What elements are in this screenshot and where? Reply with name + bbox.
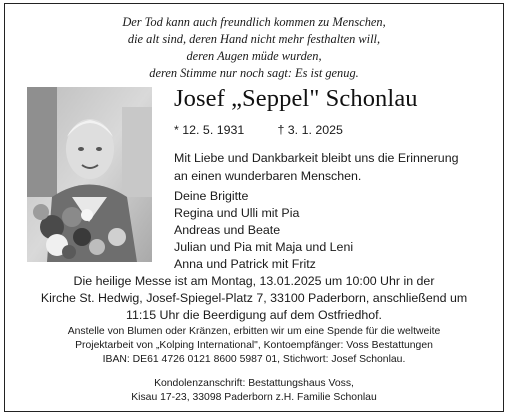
mourner: Anna und Patrick mit Fritz [174,257,316,271]
mourners-list [174,188,353,273]
mass-line: 11:15 Uhr die Beerdigung auf dem Ostfriedhof. [126,308,382,322]
portrait-illustration [27,87,152,262]
donation-line: Projektarbeit von „Kolping International", Kontoempfänger: Voss Bestattungen [75,340,433,351]
birth-date: * 12. 5. 1931 [174,123,245,137]
verse-line: deren Stimme nur noch sagt: Es ist genug. [149,66,359,80]
mourner: Regina und Ulli mit Pia [174,206,300,220]
mourner: Andreas und Beate [174,223,281,237]
donation-request [5,325,503,367]
donation-line: Anstelle von Blumen oder Kränzen, erbitten wir um eine Spende für die weltweite [67,326,441,337]
mass-line: Kirche St. Hedwig, Josef-Spiegel-Platz 7, 33100 Paderborn, anschließend um [40,291,468,305]
gratitude-text [174,149,458,185]
deceased-name: Josef „Seppel" Schonlau [174,85,418,112]
condolence-line: Kisau 17-23, 33098 Paderborn z.H. Familie Schonlau [131,392,377,403]
portrait-photo [27,87,152,262]
mass-line: Die heilige Messe ist am Montag, 13.01.2025 um 10:00 Uhr in der [73,274,435,288]
death-date: † 3. 1. 2025 [277,123,343,137]
mourner: Deine Brigitte [174,189,249,203]
gratitude-line: Mit Liebe und Dankbarkeit bleibt uns die Erinnerung [174,151,459,165]
verse-line: Der Tod kann auch freundlich kommen zu Menschen, [122,15,386,29]
donation-line: IBAN: DE61 4726 0121 8600 5987 01, Stichwort: Josef Schonlau. [102,354,406,365]
funeral-mass-info [5,273,503,324]
mourner: Julian und Pia mit Maja und Leni [174,240,354,254]
condolence-line: Kondolenzanschrift: Bestattungshaus Voss, [154,378,354,389]
verse-line: die alt sind, deren Hand nicht mehr festhalten will, [127,32,381,46]
verse-line: deren Augen müde wurden, [186,49,322,63]
verse [5,14,503,82]
condolence-address [5,377,503,405]
obituary-card [4,3,504,412]
life-dates [174,123,343,137]
gratitude-line: an einen wunderbaren Menschen. [174,169,362,183]
